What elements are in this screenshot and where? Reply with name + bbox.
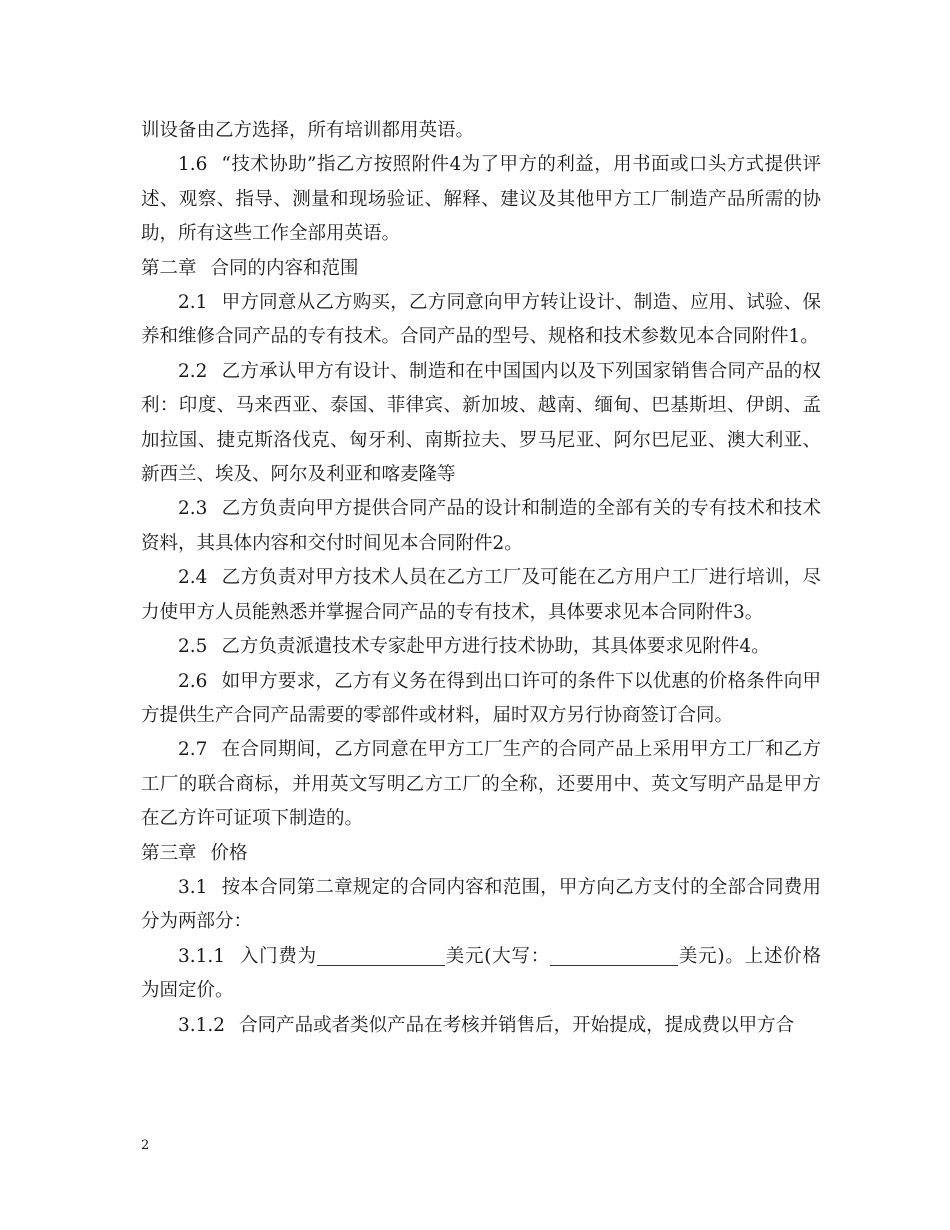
clause-text: 如甲方要求，乙方有义务在得到出口许可的条件下以优惠的价格条件向甲方提供生产合同产品需要的零部件或材料，届时双方另行协商签订合同。 [141,670,821,726]
clause-number: 2.6 [178,670,208,692]
paragraph-continuation [141,114,821,148]
clause-text: 乙方负责派遣技术专家赴甲方进行技术协助，其具体要求见附件4。 [221,636,770,658]
clause-number: 2.5 [178,636,208,658]
clause-text: 甲方同意从乙方购买，乙方同意向甲方转让设计、制造、应用、试验、保养和维修合同产品的专有技术。合同产品的型号、规格和技术参数见本合同附件1。 [141,292,821,348]
fee-label: 入门费为 [239,945,317,967]
clause-2-5 [141,630,821,664]
clause-number: 2.7 [178,739,208,761]
chapter-title: 价格 [210,842,248,864]
clause-text: “技术协助”指乙方按照附件4为了甲方的利益，用书面或口头方式提供评述、观察、指导、测量和现场验证、解释、建议及其他甲方工厂制造产品所需的协助，所有这些工作全部用英语。 [141,154,821,245]
chapter-heading-2 [141,252,821,286]
clause-3-1 [141,871,821,940]
clause-number: 3.1.1 [178,945,226,967]
clause-1-6 [141,148,821,251]
clause-3-1-2 [141,1009,821,1043]
clause-text: 合同产品或者类似产品在考核并销售后，开始提成，提成费以甲方合 [239,1014,795,1036]
amount-uppercase-blank-field [550,945,678,966]
clause-number: 2.1 [178,292,208,314]
clause-number: 2.2 [178,360,208,382]
amount-blank-field [317,945,445,966]
clause-number: 3.1 [178,876,208,898]
page-number: 2 [141,1138,150,1153]
clause-2-2 [141,355,821,493]
clause-3-1-1 [141,940,821,1009]
paragraph-text: 训设备由乙方选择，所有培训都用英语。 [141,120,475,141]
clause-number: 2.3 [178,498,208,520]
clause-text: 乙方承认甲方有设计、制造和在中国国内以及下列国家销售合同产品的权利：印度、马来西亚、泰国、菲律宾、新加坡、越南、缅甸、巴基斯坦、伊朗、孟加拉国、捷克斯洛伐克、匈牙利、南斯拉夫、罗马尼亚、阿尔巴尼亚、澳大利亚、新西兰、埃及、阿尔及利亚和喀麦隆等 [141,360,821,486]
clause-2-6 [141,665,821,734]
clause-2-1 [141,286,821,355]
fee-label-tail: 美元)。上述价格为固定价。 [141,945,821,1002]
clause-2-7 [141,733,821,836]
document-body [141,114,821,1043]
clause-number: 2.4 [178,567,208,589]
chapter-number: 第二章 [141,257,197,279]
clause-text: 乙方负责对甲方技术人员在乙方工厂及可能在乙方用户工厂进行培训，尽力使甲方人员能熟悉并掌握合同产品的专有技术，具体要求见本合同附件3。 [141,567,821,623]
clause-text: 在合同期间，乙方同意在甲方工厂生产的合同产品上采用甲方工厂和乙方工厂的联合商标，并用英文写明乙方工厂的全称，还要用中、英文写明产品是甲方在乙方许可证项下制造的。 [141,739,821,830]
clause-text: 乙方负责向甲方提供合同产品的设计和制造的全部有关的专有技术和技术资料，其具体内容和交付时间见本合同附件2。 [141,498,821,554]
chapter-heading-3 [141,837,821,871]
fee-label-uppercase: 美元(大写： [444,945,551,967]
clause-number: 3.1.2 [178,1014,226,1036]
chapter-title: 合同的内容和范围 [210,257,359,279]
clause-2-4 [141,561,821,630]
chapter-number: 第三章 [141,842,197,864]
clause-2-3 [141,492,821,561]
clause-text: 按本合同第二章规定的合同内容和范围，甲方向乙方支付的全部合同费用分为两部分： [141,876,821,933]
clause-number: 1.6 [178,154,208,176]
